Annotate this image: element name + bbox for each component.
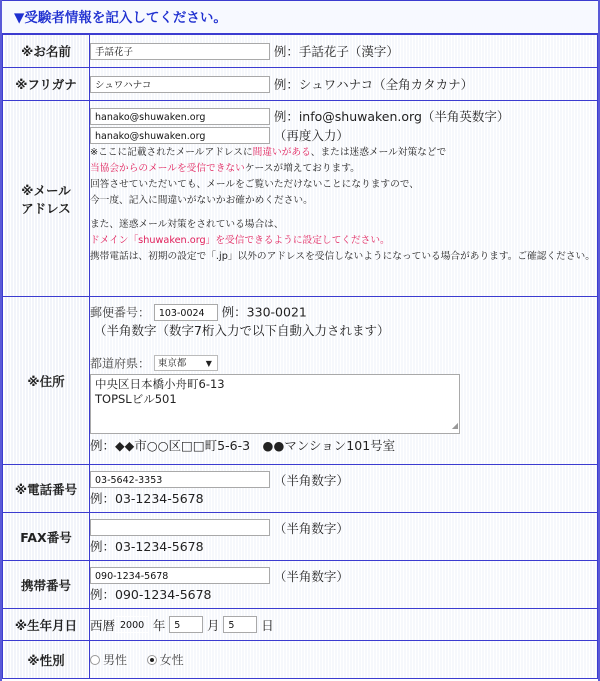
birth-year-input[interactable]: 2000 bbox=[115, 616, 149, 633]
phone-row bbox=[3, 465, 598, 513]
gender-male-label[interactable]: 男性 bbox=[103, 653, 128, 667]
fax-label: FAX番号 bbox=[3, 513, 90, 561]
email-confirm-input[interactable]: hanako@shuwaken.org bbox=[90, 127, 270, 144]
gender-label: ※性別 bbox=[3, 641, 90, 679]
email-label-line1: ※メール bbox=[21, 182, 71, 198]
applicant-info-table bbox=[2, 34, 598, 679]
fax-row bbox=[3, 513, 598, 561]
address-label: ※住所 bbox=[3, 297, 90, 465]
birthdate-row bbox=[3, 609, 598, 641]
birth-month-input[interactable]: 5 bbox=[169, 616, 203, 633]
prefecture-label: 都道府県： bbox=[90, 356, 151, 370]
email-note-4: 今一度、記入に間違いがないかお確かめください。 bbox=[90, 195, 313, 206]
phone-label: ※電話番号 bbox=[3, 465, 90, 513]
section-title: ▼受験者情報を記入してください。 bbox=[2, 0, 598, 34]
phone-example: 例：03-1234-5678 bbox=[90, 490, 204, 506]
address-textarea[interactable]: 中央区日本橋小舟町6-13 TOPSLビル501 ◢ bbox=[90, 374, 460, 434]
mobile-hint: （半角数字） bbox=[273, 568, 349, 584]
gender-row bbox=[3, 641, 598, 679]
gender-female-label[interactable]: 女性 bbox=[159, 653, 184, 667]
address-row bbox=[3, 297, 598, 465]
email-confirm-hint: （再度入力） bbox=[273, 128, 349, 143]
name-label: ※お名前 bbox=[3, 35, 90, 68]
fax-example: 例：03-1234-5678 bbox=[90, 538, 204, 554]
email-hint: 例：info@shuwaken.org（半角英数字） bbox=[273, 109, 510, 124]
mobile-input[interactable]: 090-1234-5678 bbox=[90, 567, 270, 584]
resize-grip-icon[interactable]: ◢ bbox=[451, 421, 458, 430]
gender-male-radio[interactable] bbox=[90, 655, 100, 665]
chevron-down-icon: ▼ bbox=[205, 359, 212, 368]
month-unit: 月 bbox=[207, 617, 220, 633]
phone-input[interactable]: 03-5642-3353 bbox=[90, 471, 270, 488]
year-unit: 年 bbox=[152, 617, 166, 633]
mobile-example: 例：090-1234-5678 bbox=[90, 586, 212, 602]
address-hint: 例：◆◆市○○区□□町5-6-3 ●●マンション101号室 bbox=[90, 438, 396, 453]
day-unit: 日 bbox=[261, 617, 274, 633]
email-label-line2: アドレス bbox=[21, 200, 71, 216]
email-note-3: 回答させていただいても、メールをご覧いただけないことになりますので、 bbox=[90, 179, 419, 190]
name-input[interactable]: 手話花子 bbox=[90, 43, 270, 60]
name-row bbox=[3, 35, 598, 68]
fax-input[interactable] bbox=[90, 519, 270, 536]
email-note-2: 当協会からのメールを受信できないケースが増えております。 bbox=[90, 163, 360, 174]
email-note-6: ドメイン「shuwaken.org」を受信できるように設定してください。 bbox=[90, 235, 390, 246]
furigana-hint: 例：シュワハナコ（全角カタカナ） bbox=[273, 77, 474, 92]
birthdate-label: ※生年月日 bbox=[3, 609, 90, 641]
gender-female-radio[interactable] bbox=[147, 655, 157, 665]
postal-hint: 例：330-0021 bbox=[221, 304, 307, 320]
mobile-label: 携帯番号 bbox=[3, 561, 90, 609]
postal-note: （半角数字（数字7桁入力で以下自動入力されます） bbox=[94, 322, 390, 338]
email-note-1: ※ここに記載されたメールアドレスに間違いがある、または迷惑メール対策などで bbox=[90, 147, 447, 158]
email-note-5: また、迷惑メール対策をされている場合は、 bbox=[90, 219, 284, 230]
email-note-7: 携帯電話は、初期の設定で「.jp」以外のアドレスを受信しないようになっている場合があります。ご確認ください。 bbox=[90, 251, 595, 262]
furigana-row bbox=[3, 68, 598, 101]
email-input[interactable]: hanako@shuwaken.org bbox=[90, 108, 270, 125]
email-row bbox=[3, 101, 598, 297]
furigana-label: ※フリガナ bbox=[3, 68, 90, 101]
email-label bbox=[3, 101, 90, 297]
name-hint: 例：手話花子（漢字） bbox=[273, 44, 399, 59]
phone-hint: （半角数字） bbox=[273, 472, 349, 488]
postal-label: 郵便番号： bbox=[90, 305, 151, 320]
birth-day-input[interactable]: 5 bbox=[223, 616, 257, 633]
fax-hint: （半角数字） bbox=[273, 520, 349, 536]
era-label: 西暦 bbox=[90, 617, 116, 633]
furigana-input[interactable]: シュワハナコ bbox=[90, 76, 270, 93]
postal-code-input[interactable]: 103-0024 bbox=[154, 304, 218, 321]
prefecture-select[interactable]: 東京都 ▼ bbox=[154, 355, 218, 371]
mobile-row bbox=[3, 561, 598, 609]
